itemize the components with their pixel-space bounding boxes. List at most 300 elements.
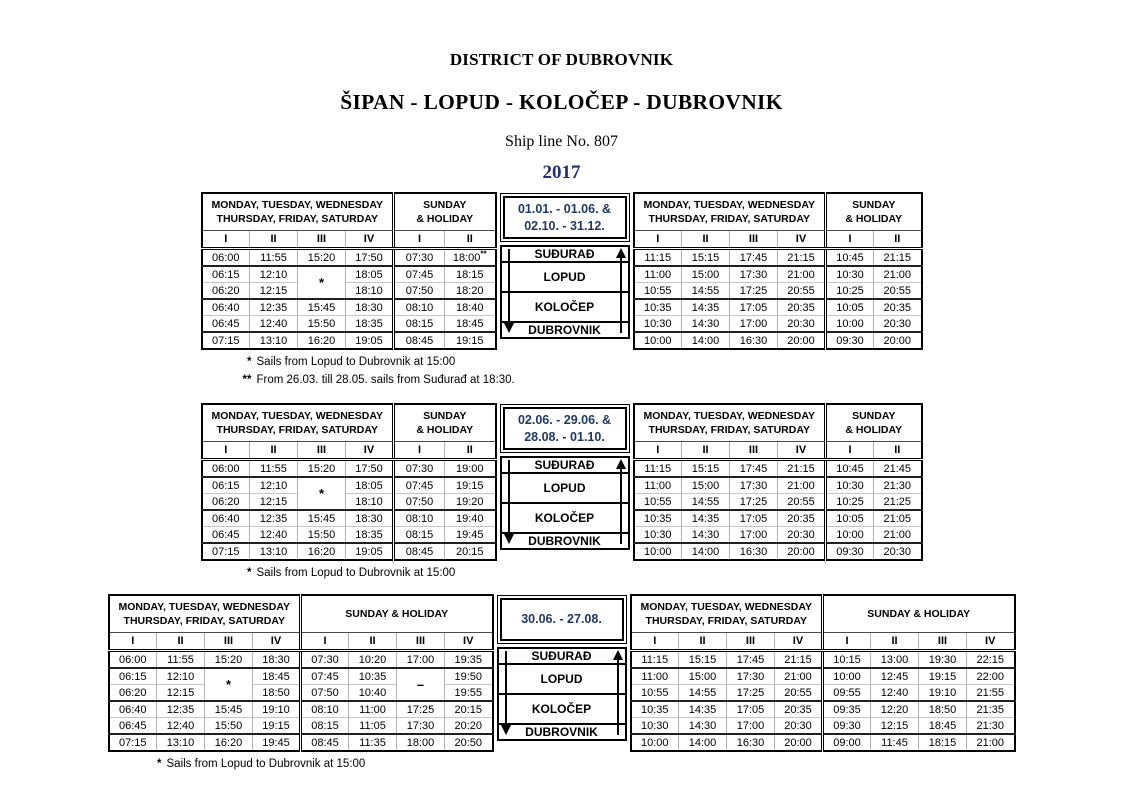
time-cell: 19:15: [445, 477, 496, 494]
time-cell: 15:45: [298, 299, 346, 316]
column-number: I: [631, 633, 679, 651]
time-cell: 15:15: [682, 249, 730, 267]
time-cell: 17:50: [346, 460, 394, 478]
time-cell: 11:00: [634, 266, 682, 283]
time-cell: 13:10: [250, 332, 298, 349]
station-sudurad: SUĐURAĐ: [534, 247, 595, 261]
footnote-text: Sails from Lopud to Dubrovnik at 15:00: [256, 356, 456, 368]
time-cell: 17:30: [730, 266, 778, 283]
timetable-block-3: [102, 594, 1022, 773]
column-number: IV: [775, 633, 823, 651]
time-cell: 20:35: [775, 701, 823, 718]
time-cell: 11:15: [634, 249, 682, 267]
column-number: I: [394, 442, 445, 460]
sunday-holiday-header: SUNDAY & HOLIDAY: [394, 404, 496, 442]
time-cell: 07:15: [202, 332, 250, 349]
time-cell: 20:00: [778, 543, 826, 560]
time-cell: 18:05: [346, 477, 394, 494]
timetable3-right-grid: [630, 594, 1016, 752]
date-and-stations-column: [497, 594, 627, 741]
time-cell: 10:45: [826, 460, 874, 478]
time-cell: 06:40: [109, 701, 157, 718]
time-cell: 12:35: [250, 510, 298, 527]
column-number: III: [919, 633, 967, 651]
time-cell: 17:00: [730, 316, 778, 333]
weekday-header: MONDAY, TUESDAY, WEDNESDAY THURSDAY, FRIDAY, SATURDAY: [631, 595, 823, 633]
station-lopud: LOPUD: [498, 664, 626, 694]
time-cell: 19:55: [445, 685, 493, 702]
time-cell: 19:00: [445, 460, 496, 478]
time-cell: 11:15: [631, 651, 679, 669]
time-cell: 06:20: [109, 685, 157, 702]
time-cell: 06:20: [202, 494, 250, 511]
time-cell: 13:00: [871, 651, 919, 669]
footnote-marker: *: [247, 356, 252, 368]
column-number: I: [634, 231, 682, 249]
time-cell: 20:00: [874, 332, 922, 349]
time-cell: 20:30: [778, 316, 826, 333]
time-cell: 21:35: [967, 701, 1015, 718]
no-service-cell: –: [397, 668, 445, 701]
time-cell: 09:35: [823, 701, 871, 718]
time-cell: 08:45: [394, 543, 445, 560]
time-cell: 08:10: [394, 510, 445, 527]
time-cell: 14:30: [682, 527, 730, 544]
column-number: IV: [346, 442, 394, 460]
time-cell: 20:30: [874, 316, 922, 333]
date-range-line: 01.01. - 01.06. &: [517, 201, 612, 216]
time-cell: 17:25: [397, 701, 445, 718]
stations-list: [500, 245, 630, 339]
column-number: I: [826, 231, 874, 249]
time-cell: 10:25: [826, 494, 874, 511]
time-cell: 06:45: [202, 316, 250, 333]
time-cell: 18:35: [346, 316, 394, 333]
time-cell: 16:20: [298, 332, 346, 349]
time-cell: 18:20: [445, 283, 496, 300]
time-cell: 15:15: [679, 651, 727, 669]
time-cell: 17:45: [727, 651, 775, 669]
timetable-block-1: [192, 192, 932, 389]
time-cell: 19:05: [346, 543, 394, 560]
time-cell: 10:35: [631, 701, 679, 718]
time-cell: 21:55: [967, 685, 1015, 702]
time-cell: 06:15: [202, 477, 250, 494]
column-number: II: [679, 633, 727, 651]
time-cell: 21:00: [874, 527, 922, 544]
timetable-row: [192, 403, 932, 561]
time-cell: 10:30: [634, 316, 682, 333]
column-number: I: [826, 442, 874, 460]
date-range-line: 02.10. - 31.12.: [524, 218, 605, 233]
time-cell: 17:30: [730, 477, 778, 494]
time-cell: 12:10: [250, 266, 298, 283]
time-cell: 20:00: [778, 332, 826, 349]
time-cell: 17:00: [727, 718, 775, 735]
time-cell: 12:15: [250, 283, 298, 300]
footnote-text: Sails from Lopud to Dubrovnik at 15:00: [256, 567, 456, 579]
time-cell: 10:05: [826, 299, 874, 316]
time-cell: 12:15: [157, 685, 205, 702]
time-cell: 17:45: [730, 249, 778, 267]
time-cell: 08:45: [301, 734, 349, 751]
time-cell: 10:25: [826, 283, 874, 300]
route-title: ŠIPAN - LOPUD - KOLOČEP - DUBROVNIK: [340, 90, 783, 114]
footnote-marker: **: [242, 374, 252, 386]
time-cell: 15:00: [682, 266, 730, 283]
time-cell: 20:30: [775, 718, 823, 735]
column-number: III: [298, 231, 346, 249]
time-cell: 07:15: [202, 543, 250, 560]
time-cell: 12:40: [871, 685, 919, 702]
date-range-box: [500, 193, 630, 242]
time-cell: 20:30: [778, 527, 826, 544]
sunday-holiday-header: SUNDAY & HOLIDAY: [826, 404, 922, 442]
time-cell: 09:55: [823, 685, 871, 702]
station-dubrovnik: DUBROVNIK: [501, 533, 629, 549]
sunday-holiday-header: SUNDAY & HOLIDAY: [301, 595, 493, 633]
time-cell: 14:30: [682, 316, 730, 333]
time-cell: 07:45: [394, 477, 445, 494]
time-cell: 08:15: [301, 718, 349, 735]
time-cell: 15:45: [205, 701, 253, 718]
time-cell: 12:45: [871, 668, 919, 685]
time-cell: 18:30: [346, 510, 394, 527]
time-cell: 11:55: [250, 460, 298, 478]
station-lopud: LOPUD: [501, 262, 629, 292]
time-cell: 19:15: [919, 668, 967, 685]
time-cell: 16:30: [730, 543, 778, 560]
station-sudurad: SUĐURAĐ: [534, 458, 595, 472]
time-cell: 12:15: [250, 494, 298, 511]
time-cell: 19:40: [445, 510, 496, 527]
time-cell: 10:05: [826, 510, 874, 527]
time-cell: 18:30: [253, 651, 301, 669]
column-number: III: [730, 231, 778, 249]
timetable1-right-grid: [633, 192, 923, 350]
date-range-line: 30.06. - 27.08.: [521, 612, 602, 626]
timetable3-left-grid: [108, 594, 494, 752]
time-cell: 15:50: [298, 316, 346, 333]
footnote: [232, 371, 932, 389]
time-cell: 10:55: [634, 494, 682, 511]
time-cell: 18:15: [919, 734, 967, 751]
column-number: III: [730, 442, 778, 460]
time-cell: 08:45: [394, 332, 445, 349]
time-cell: 21:00: [778, 266, 826, 283]
date-and-stations-column: [500, 192, 630, 339]
column-number: III: [397, 633, 445, 651]
time-cell: 12:15: [871, 718, 919, 735]
column-number: II: [682, 442, 730, 460]
time-cell: 06:00: [109, 651, 157, 669]
time-cell: 10:00: [826, 316, 874, 333]
time-cell: 20:15: [445, 543, 496, 560]
time-cell: 18:10: [346, 494, 394, 511]
timetable2-left-grid: [201, 403, 497, 561]
station-lopud: LOPUD: [501, 473, 629, 503]
time-cell: 19:15: [445, 332, 496, 349]
time-cell: 13:10: [250, 543, 298, 560]
time-cell: 20:35: [874, 299, 922, 316]
time-cell: 16:30: [730, 332, 778, 349]
time-cell: 07:45: [394, 266, 445, 283]
time-cell: 21:00: [778, 477, 826, 494]
time-cell: 15:50: [205, 718, 253, 735]
time-cell: 20:00: [775, 734, 823, 751]
asterisk-note-cell: *: [298, 266, 346, 299]
time-cell: 20:35: [778, 510, 826, 527]
time-cell: 07:15: [109, 734, 157, 751]
footnote-text: Sails from Lopud to Dubrovnik at 15:00: [166, 758, 366, 770]
time-cell: 16:20: [298, 543, 346, 560]
time-cell: 21:00: [874, 266, 922, 283]
time-cell: 19:35: [445, 651, 493, 669]
timetable2-right-grid: [633, 403, 923, 561]
station-names-table: [497, 647, 627, 741]
column-number: II: [250, 442, 298, 460]
time-cell: 08:10: [301, 701, 349, 718]
time-cell: 18:50: [919, 701, 967, 718]
time-cell: 19:10: [253, 701, 301, 718]
time-cell: 10:55: [631, 685, 679, 702]
time-cell: 08:15: [394, 527, 445, 544]
sunday-holiday-header: SUNDAY & HOLIDAY: [394, 193, 496, 231]
time-cell: 15:45: [298, 510, 346, 527]
time-cell: 21:15: [778, 249, 826, 267]
time-cell: 15:20: [205, 651, 253, 669]
time-cell: 14:35: [679, 701, 727, 718]
time-cell: 12:35: [250, 299, 298, 316]
column-number: II: [682, 231, 730, 249]
column-number: I: [109, 633, 157, 651]
station-kolocep: KOLOČEP: [498, 694, 626, 724]
time-cell: 09:30: [826, 543, 874, 560]
time-cell: 20:55: [874, 283, 922, 300]
date-range-line: 28.08. - 01.10.: [524, 429, 605, 444]
station-kolocep: KOLOČEP: [501, 503, 629, 533]
time-cell: 06:40: [202, 510, 250, 527]
time-cell: 18:10: [346, 283, 394, 300]
weekday-header: MONDAY, TUESDAY, WEDNESDAY THURSDAY, FRIDAY, SATURDAY: [202, 193, 394, 231]
time-cell: 08:10: [394, 299, 445, 316]
time-cell: 19:10: [919, 685, 967, 702]
time-cell: 20:35: [778, 299, 826, 316]
column-number: III: [298, 442, 346, 460]
station-kolocep: KOLOČEP: [501, 292, 629, 322]
column-number: IV: [253, 633, 301, 651]
time-cell: 10:15: [823, 651, 871, 669]
time-cell: 10:30: [826, 266, 874, 283]
time-cell: 19:45: [253, 734, 301, 751]
weekday-header: MONDAY, TUESDAY, WEDNESDAY THURSDAY, FRIDAY, SATURDAY: [634, 404, 826, 442]
time-cell: 07:50: [394, 494, 445, 511]
footnotes: [192, 353, 932, 389]
time-cell: 11:00: [349, 701, 397, 718]
time-cell: 18:45: [919, 718, 967, 735]
time-cell: 21:30: [874, 477, 922, 494]
time-cell: 07:50: [394, 283, 445, 300]
time-cell: 14:55: [682, 283, 730, 300]
column-number: II: [349, 633, 397, 651]
time-cell: 14:55: [679, 685, 727, 702]
stations-list: [500, 456, 630, 550]
sunday-holiday-header: SUNDAY & HOLIDAY: [826, 193, 922, 231]
station-sudurad: SUĐURAĐ: [531, 649, 592, 663]
date-and-stations-column: [500, 403, 630, 550]
time-cell: 19:30: [919, 651, 967, 669]
time-cell: 17:30: [727, 668, 775, 685]
footnote: [142, 755, 1022, 773]
time-cell: 06:00: [202, 249, 250, 267]
time-cell: 21:15: [874, 249, 922, 267]
time-cell: 17:00: [730, 527, 778, 544]
column-number: II: [250, 231, 298, 249]
time-cell: 17:25: [727, 685, 775, 702]
time-cell: 08:15: [394, 316, 445, 333]
time-cell: 15:15: [682, 460, 730, 478]
time-cell: 22:00: [967, 668, 1015, 685]
timetable-row: [192, 192, 932, 350]
time-cell: 11:05: [349, 718, 397, 735]
time-cell: 17:50: [346, 249, 394, 267]
time-cell: 19:05: [346, 332, 394, 349]
time-cell: 20:55: [778, 494, 826, 511]
time-cell: 17:25: [730, 283, 778, 300]
time-cell: 16:20: [205, 734, 253, 751]
time-cell: 07:30: [394, 460, 445, 478]
time-cell: 07:30: [301, 651, 349, 669]
time-cell: 14:35: [682, 299, 730, 316]
footnote: [232, 353, 932, 371]
time-cell: 20:20: [445, 718, 493, 735]
time-cell: 11:55: [157, 651, 205, 669]
time-cell: 18:00: [397, 734, 445, 751]
time-cell: 21:15: [778, 460, 826, 478]
time-cell: 06:40: [202, 299, 250, 316]
stations-list: [497, 647, 627, 741]
time-cell: 10:00: [634, 332, 682, 349]
asterisk-note-cell: *: [205, 668, 253, 701]
column-number: II: [445, 442, 496, 460]
time-cell: 18:00**: [445, 249, 496, 267]
time-cell: 13:10: [157, 734, 205, 751]
time-cell: 16:30: [727, 734, 775, 751]
ship-line-subtitle: Ship line No. 807: [505, 133, 618, 150]
time-cell: 18:30: [346, 299, 394, 316]
time-cell: 18:50: [253, 685, 301, 702]
footnote-marker: *: [247, 567, 252, 579]
time-cell: 21:30: [967, 718, 1015, 735]
time-cell: 17:25: [730, 494, 778, 511]
footnotes: [192, 564, 932, 582]
time-cell: 14:30: [679, 718, 727, 735]
time-cell: 11:55: [250, 249, 298, 267]
column-number: II: [871, 633, 919, 651]
time-cell: 10:30: [634, 527, 682, 544]
time-cell: 06:45: [109, 718, 157, 735]
time-cell: 09:30: [826, 332, 874, 349]
time-cell: 14:00: [679, 734, 727, 751]
date-range-box: [500, 404, 630, 453]
time-cell: 07:30: [394, 249, 445, 267]
time-cell: 11:45: [871, 734, 919, 751]
time-cell: 11:35: [349, 734, 397, 751]
weekday-header: MONDAY, TUESDAY, WEDNESDAY THURSDAY, FRIDAY, SATURDAY: [109, 595, 301, 633]
column-number: I: [202, 231, 250, 249]
column-number: I: [394, 231, 445, 249]
footnotes: [102, 755, 1022, 773]
time-cell: 17:00: [397, 651, 445, 669]
column-number: IV: [778, 231, 826, 249]
time-cell: 21:05: [874, 510, 922, 527]
footnote: [232, 564, 932, 582]
time-cell: 17:05: [730, 299, 778, 316]
column-number: I: [202, 442, 250, 460]
time-cell: 15:20: [298, 249, 346, 267]
sunday-holiday-header: SUNDAY & HOLIDAY: [823, 595, 1015, 633]
column-number: II: [445, 231, 496, 249]
time-cell: 21:00: [967, 734, 1015, 751]
time-cell: 15:20: [298, 460, 346, 478]
time-cell: 18:45: [445, 316, 496, 333]
time-cell: 12:20: [871, 701, 919, 718]
time-cell: 17:05: [727, 701, 775, 718]
timetable1-left-grid: [201, 192, 497, 350]
time-cell: 18:15: [445, 266, 496, 283]
column-number: I: [823, 633, 871, 651]
time-cell: 21:00: [775, 668, 823, 685]
time-cell: 06:15: [202, 266, 250, 283]
column-number: III: [205, 633, 253, 651]
time-cell: 10:45: [826, 249, 874, 267]
time-cell: 10:00: [631, 734, 679, 751]
date-range-line: 02.06. - 29.06. &: [517, 412, 612, 427]
column-number: II: [874, 442, 922, 460]
time-cell: 10:00: [823, 668, 871, 685]
weekday-header: MONDAY, TUESDAY, WEDNESDAY THURSDAY, FRIDAY, SATURDAY: [634, 193, 826, 231]
column-number: II: [157, 633, 205, 651]
station-names-table: [500, 456, 630, 550]
column-number: III: [727, 633, 775, 651]
date-range-box: [497, 595, 627, 644]
time-cell: 10:35: [634, 299, 682, 316]
time-cell: 20:50: [445, 734, 493, 751]
column-number: IV: [346, 231, 394, 249]
time-cell: 10:35: [349, 668, 397, 685]
column-number: IV: [967, 633, 1015, 651]
time-cell: 12:40: [157, 718, 205, 735]
time-cell: 10:30: [826, 477, 874, 494]
time-cell: 15:50: [298, 527, 346, 544]
footnote-marker: *: [157, 758, 162, 770]
district-title: DISTRICT OF DUBROVNIK: [449, 50, 674, 69]
column-number: IV: [778, 442, 826, 460]
asterisk-note-cell: *: [298, 477, 346, 510]
timetable-row: [102, 594, 1022, 752]
time-cell: 20:15: [445, 701, 493, 718]
time-cell: 11:00: [634, 477, 682, 494]
weekday-header: MONDAY, TUESDAY, WEDNESDAY THURSDAY, FRIDAY, SATURDAY: [202, 404, 394, 442]
time-cell: 07:45: [301, 668, 349, 685]
timetable-block-2: [192, 403, 932, 582]
column-number: II: [874, 231, 922, 249]
time-cell: 19:15: [253, 718, 301, 735]
time-cell: 14:00: [682, 543, 730, 560]
column-number: I: [301, 633, 349, 651]
time-cell: 18:35: [346, 527, 394, 544]
year-title: 2017: [542, 162, 581, 183]
